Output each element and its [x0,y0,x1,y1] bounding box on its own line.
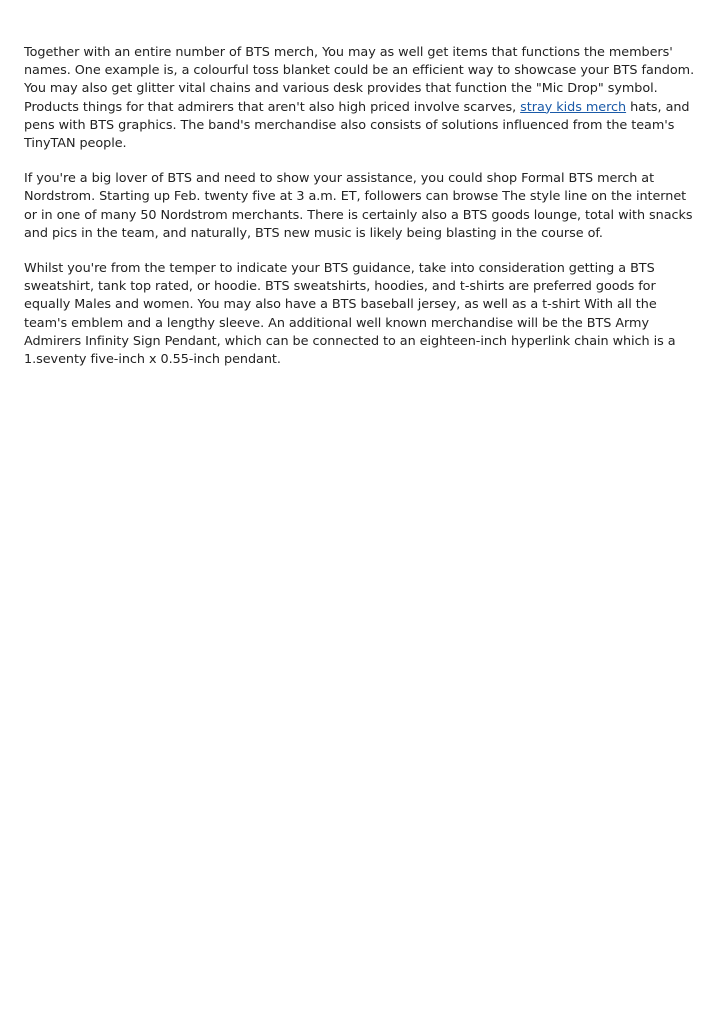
paragraph-3: Whilst you're from the temper to indicate your BTS guidance, take into consideration getting a BTS sweatshirt, tank top rated, or hoodie. BTS sweatshirts, hoodies, and t-shirts are preferred goods for equally Males and women. You may also have a BTS baseball jersey, as well as a t-shirt With all the team's emblem and a lengthy sleeve. An additional well known merchandise will be the BTS Army Admirers Infinity Sign Pendant, which can be connected to an eighteen-inch hyperlink chain which is a 1.seventy five-inch x 0.55-inch pendant. [24,261,676,368]
stray-kids-merch-link[interactable]: stray kids merch [520,99,627,115]
paragraph-2: If you're a big lover of BTS and need to show your assistance, you could shop Formal BTS merch at Nordstrom. Starting up Feb. twenty five at 3 a.m. ET, followers can browse The style line on the internet or in one of many 50 Nordstrom merchants. There is certainly also a BTS goods lounge, total with snacks and pics in the team, and naturally, BTS new music is likely being blasting in the course of. [24,171,693,241]
paragraph-1-text-before-link: Together with an entire number of BTS merch, You may as well get items that functions the members' names. One example is, a colourful toss blanket could be an efficient way to showcase your BTS fandom. You may also get glitter vital chains and various desk provides that function the "Mic Drop" symbol. Products things for that admirers that aren't also high priced involve scarves, [24,45,695,115]
paragraph-1 [24,44,702,153]
paragraph-1-text-after-link: hats, and pens with BTS graphics. The band's merchandise also consists of solutions influenced from the team's TinyTAN people. [24,99,690,152]
